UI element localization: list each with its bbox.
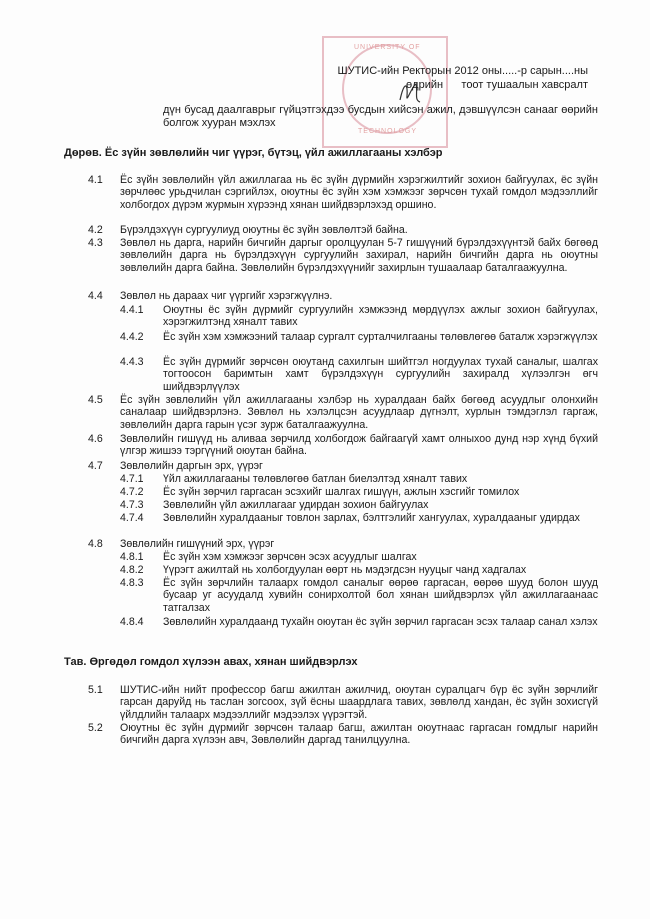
- item-number: 4.4.3: [120, 356, 144, 368]
- list-item: Үүрэгт ажилтай нь холбогдуулан өөрт нь мэдэгдсэн нууцыг чанд хадгалах: [163, 564, 527, 576]
- list-item: Бүрэлдэхүүн сургуулиуд оюутны ёс зүйн зөвлөлтэй байна.: [120, 224, 408, 236]
- list-item: Ёс зүйн зөвлөлийн үйл ажиллагаа нь ёс зүйн дүрмийн хэрэгжилтийг зохион байгуулах, ёс зүйн зөрчлөөс урьдчилан сэргийлэх, оюутны ёс зүйн хэм хэмжээг зөрчсөн тухай гомдол мэдээллийг холбогдох дүрэм журмын хүрээнд хянан шийдвэрлэхэд оршино.: [120, 174, 598, 211]
- header-line-2: өдрийн тоот тушаалын хавсралт: [406, 79, 588, 91]
- intro-paragraph: дүн бусад даалгаврыг гүйцэтгэхдээ бусдын хийсэн ажил, дэвшүүлсэн санааг өөрийн болгож хууран мэхлэх: [163, 104, 598, 129]
- document-header: [338, 64, 588, 92]
- item-number: 4.7.3: [120, 499, 144, 511]
- item-number: 4.1: [88, 174, 103, 186]
- item-number: 5.1: [88, 684, 103, 696]
- item-number: 4.8.1: [120, 551, 144, 563]
- list-item: Ёс зүйн зөрчил гаргасан эсэхийг шалгах гишүүн, ажлын хэсгийг томилох: [163, 486, 520, 498]
- list-item: Зөвлөлийн үйл ажиллагааг удирдан зохион байгуулах: [163, 499, 429, 511]
- stamp-text-bottom: TECHNOLOGY: [358, 128, 418, 135]
- list-item: Оюутны ёс зүйн дүрмийг сургуулийн хэмжээнд мөрдүүлэх ажлыг зохион байгуулах, хэрэгжилтэнд хяналт тавих: [163, 304, 598, 329]
- item-number: 4.2: [88, 224, 103, 236]
- section-5-title: Тав. Өргөдөл гомдол хүлээн авах, хянан шийдвэрлэх: [64, 656, 358, 668]
- list-item: Зөвлөл нь дарга, нарийн бичгийн даргыг оролцуулан 5-7 гишүүний бүрэлдэхүүнтэй байх бөгөөд зөвлөлийн дарга нь бүрэлдэхүүн сургуулийн захирал, нарийн бичгийн дарга нь оюутны зөвлөлийн дарга байна. Зөвлөлийн бүрэлдэхүүнийг захирлын тушаалаар баталгаажуулна.: [120, 237, 598, 274]
- item-number: 4.8.2: [120, 564, 144, 576]
- list-item: ШУТИС-ийн нийт профессор багш ажилтан ажилчид, оюутан суралцагч бүр ёс зүйн зөрчлийг гарсан даруйд нь таслан зогсоох, зүй ёсны шаардлага тавих, зөвлөлд хандан, ёс зүйн зохисгүй үйлдлийн талаарх мэдээллийг мэдээлэх үүрэгтэй.: [120, 684, 598, 721]
- item-number: 4.8.4: [120, 616, 144, 628]
- item-number: 4.4.1: [120, 304, 144, 316]
- item-number: 4.7.1: [120, 473, 144, 485]
- list-item: Ёс зүйн хэм хэмжээний талаар сургалт сурталчилгааны төлөвлөгөө баталж хэрэгжүүлэх: [163, 331, 598, 343]
- list-item: Зөвлөлийн даргын эрх, үүрэг: [120, 460, 263, 472]
- item-number: 4.4.2: [120, 331, 144, 343]
- list-item: Ёс зүйн зөрчлийн талаарх гомдол саналыг өөрөө гаргасан, өөрөө шууд болон шууд бусаар уг асуудалд хувийн сонирхолтой бол хянан шийдвэрлэх үйл ажиллагаанаас татгалзах: [163, 577, 598, 614]
- university-stamp: [322, 36, 448, 148]
- item-number: 4.7.2: [120, 486, 144, 498]
- list-item: Үйл ажиллагааны төлөвлөгөө батлан биелэлтэд хяналт тавих: [163, 473, 468, 485]
- item-number: 4.5: [88, 394, 103, 406]
- item-number: 4.7: [88, 460, 103, 472]
- list-item: Зөвлөл нь дараах чиг үүргийг хэрэгжүүлнэ.: [120, 290, 333, 302]
- item-number: 4.8: [88, 538, 103, 550]
- item-number: 4.4: [88, 290, 103, 302]
- item-number: 4.3: [88, 237, 103, 249]
- item-number: 4.7.4: [120, 512, 144, 524]
- list-item: Ёс зүйн зөвлөлийн үйл ажиллагааны хэлбэр нь хуралдаан байх бөгөөд асуудлыг олонхийн саналаар шийдвэрлэнэ. Зөвлөл нь хэлэлцсэн асуудлаар дүгнэлт, хурлын тэмдэглэл гаргаж, зөвлөлийн дарга гарын үсэг зурж баталгаажуулна.: [120, 394, 598, 431]
- item-number: 4.8.3: [120, 577, 144, 589]
- list-item: Зөвлөлийн гишүүний эрх, үүрэг: [120, 538, 275, 550]
- list-item: Зөвлөлийн хуралдаанд тухайн оюутан ёс зүйн зөрчил гаргасан эсэх талаар санал хэлэх: [163, 616, 598, 628]
- list-item: Зөвлөлийн хуралдааныг товлон зарлах, бэлтгэлийг хангуулах, хуралдааныг удирдах: [163, 512, 580, 524]
- section-4-title: Дөрөв. Ёс зүйн зөвлөлийн чиг үүрэг, бүтэц, үйл ажиллагааны хэлбэр: [64, 147, 443, 159]
- list-item: Оюутны ёс зүйн дүрмийг зөрчсөн талаар багш, ажилтан оюутнаас гаргасан гомдлыг нарийн бичгийн дарга хүлээн авч, Зөвлөлийн даргад танилцуулна.: [120, 722, 598, 747]
- list-item: Ёс зүйн хэм хэмжээг зөрчсөн эсэх асуудлыг шалгах: [163, 551, 417, 563]
- stamp-text-top: UNIVERSITY OF: [354, 44, 421, 51]
- header-line-1: ШУТИС-ийн Ректорын 2012 оны.....-р сарын....ны: [337, 65, 588, 77]
- list-item: Ёс зүйн дүрмийг зөрчсөн оюутанд сахилгын шийтгэл ногдуулах тухай саналыг, шалгах тогтоосон баримтын хамт бүрэлдэхүүн сургуулийн захиралд хүлээлгэн өгч шийдвэрлүүлэх: [163, 356, 598, 393]
- item-number: 4.6: [88, 433, 103, 445]
- item-number: 5.2: [88, 722, 103, 734]
- list-item: Зөвлөлийн гишүүд нь аливаа зөрчилд холбогдож байгаагүй хамт олныхоо дунд нэр хүнд бүхий үлгэр жишээ тэргүүний оюутан байна.: [120, 433, 598, 458]
